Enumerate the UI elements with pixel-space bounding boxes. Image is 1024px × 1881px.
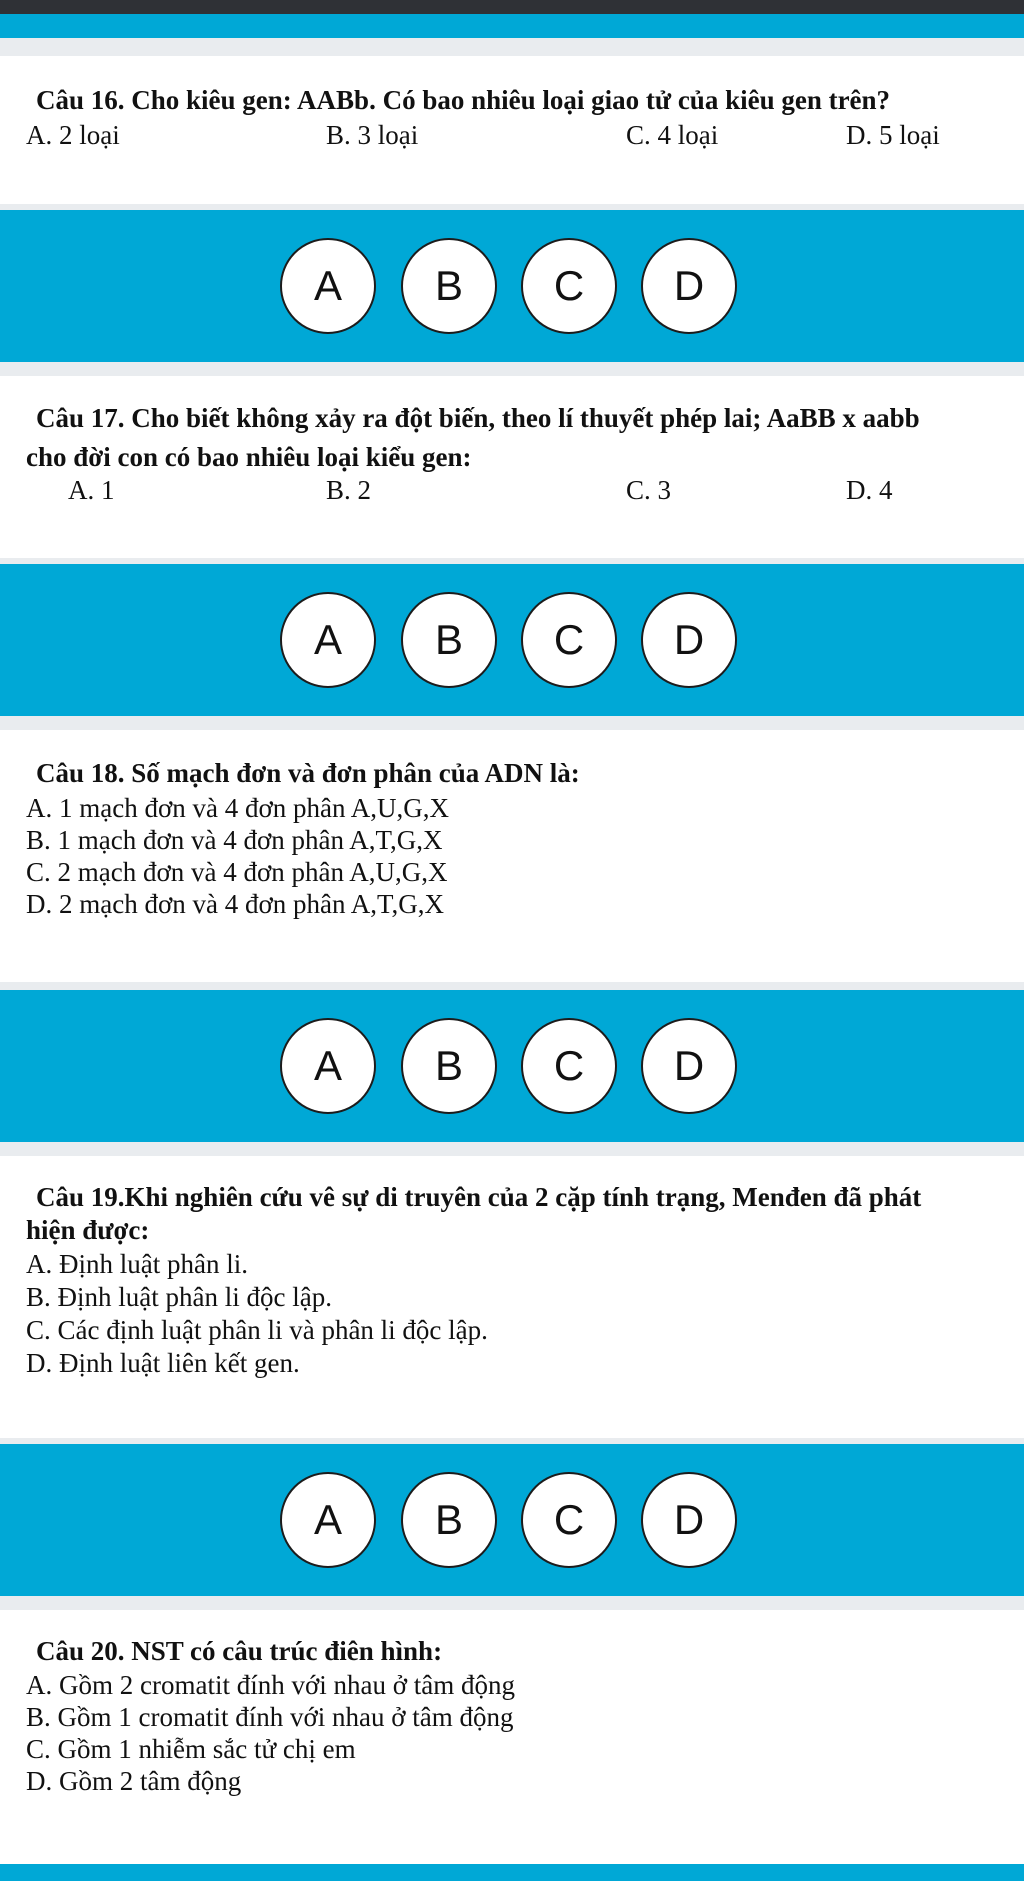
question-19-title-line-1: Câu 19.Khi nghiên cứu vê sự di truyên của 2 cặp tính trạng, Menđen đã phát bbox=[36, 1182, 922, 1212]
question-17-option-c: C. 3 bbox=[626, 475, 672, 505]
question-19-card bbox=[0, 1156, 1024, 1438]
question-16-answer-a-button[interactable]: A bbox=[280, 238, 376, 334]
top-accent-bar bbox=[0, 14, 1024, 38]
question-17-option-d: D. 4 bbox=[846, 475, 893, 505]
question-19-answer-bar bbox=[0, 1444, 1024, 1596]
question-19-option-b: B. Định luật phân li độc lập. bbox=[26, 1282, 332, 1312]
question-16-option-c: C. 4 loại bbox=[626, 120, 719, 150]
question-20-title: Câu 20. NST có câu trúc điên hình: bbox=[36, 1636, 443, 1666]
question-19-answer-d-button[interactable]: D bbox=[641, 1472, 737, 1568]
question-17-title-line-1: Câu 17. Cho biết không xảy ra đột biến, theo lí thuyết phép lai; AaBB x aabb bbox=[36, 403, 920, 433]
question-19-answer-a-button[interactable]: A bbox=[280, 1472, 376, 1568]
question-18-answer-a-button[interactable]: A bbox=[280, 1018, 376, 1114]
question-16-answer-c-button[interactable]: C bbox=[521, 238, 617, 334]
question-18-option-b: B. 1 mạch đơn và 4 đơn phân A,T,G,X bbox=[26, 825, 443, 855]
question-18-answer-d-button[interactable]: D bbox=[641, 1018, 737, 1114]
question-17-answer-b-button[interactable]: B bbox=[401, 592, 497, 688]
question-19-title-line-2: hiện được: bbox=[26, 1215, 150, 1245]
question-16-option-b: B. 3 loại bbox=[326, 120, 419, 150]
question-16-answer-d-button[interactable]: D bbox=[641, 238, 737, 334]
question-16-card bbox=[0, 56, 1024, 204]
question-16-option-a: A. 2 loại bbox=[26, 120, 120, 150]
question-17-answer-c-button[interactable]: C bbox=[521, 592, 617, 688]
question-19-option-d: D. Định luật liên kết gen. bbox=[26, 1348, 300, 1378]
question-20-card bbox=[0, 1610, 1024, 1864]
question-20-option-c: C. Gồm 1 nhiễm sắc tử chị em bbox=[26, 1734, 356, 1764]
question-18-answer-bar bbox=[0, 990, 1024, 1142]
question-17-answer-a-button[interactable]: A bbox=[280, 592, 376, 688]
question-17-answer-d-button[interactable]: D bbox=[641, 592, 737, 688]
question-16-answer-b-button[interactable]: B bbox=[401, 238, 497, 334]
question-18-option-c: C. 2 mạch đơn và 4 đơn phân A,U,G,X bbox=[26, 857, 448, 887]
question-16-answer-bar bbox=[0, 210, 1024, 362]
question-18-answer-c-button[interactable]: C bbox=[521, 1018, 617, 1114]
question-17-option-a: A. 1 bbox=[68, 475, 115, 505]
question-19-answer-c-button[interactable]: C bbox=[521, 1472, 617, 1568]
question-18-option-a: A. 1 mạch đơn và 4 đơn phân A,U,G,X bbox=[26, 793, 449, 823]
question-20-option-b: B. Gồm 1 cromatit đính với nhau ở tâm động bbox=[26, 1702, 514, 1732]
question-16-option-d: D. 5 loại bbox=[846, 120, 940, 150]
question-17-card bbox=[0, 376, 1024, 558]
question-19-option-c: C. Các định luật phân li và phân li độc lập. bbox=[26, 1315, 488, 1345]
question-20-option-d: D. Gồm 2 tâm động bbox=[26, 1766, 242, 1796]
question-19-answer-b-button[interactable]: B bbox=[401, 1472, 497, 1568]
question-17-answer-bar bbox=[0, 564, 1024, 716]
bottom-accent-bar bbox=[0, 1864, 1024, 1881]
question-19-option-a: A. Định luật phân li. bbox=[26, 1249, 248, 1279]
question-18-title: Câu 18. Số mạch đơn và đơn phân của ADN là: bbox=[36, 758, 580, 788]
question-18-option-d: D. 2 mạch đơn và 4 đơn phân A,T,G,X bbox=[26, 889, 444, 919]
question-18-card bbox=[0, 730, 1024, 982]
question-20-option-a: A. Gồm 2 cromatit đính với nhau ở tâm động bbox=[26, 1670, 515, 1700]
question-17-option-b: B. 2 bbox=[326, 475, 372, 505]
question-17-title-line-2: cho đời con có bao nhiêu loại kiểu gen: bbox=[26, 442, 472, 472]
status-bar bbox=[0, 0, 1024, 14]
question-16-title: Câu 16. Cho kiêu gen: AABb. Có bao nhiêu loại giao tử của kiêu gen trên? bbox=[36, 85, 891, 115]
question-18-answer-b-button[interactable]: B bbox=[401, 1018, 497, 1114]
